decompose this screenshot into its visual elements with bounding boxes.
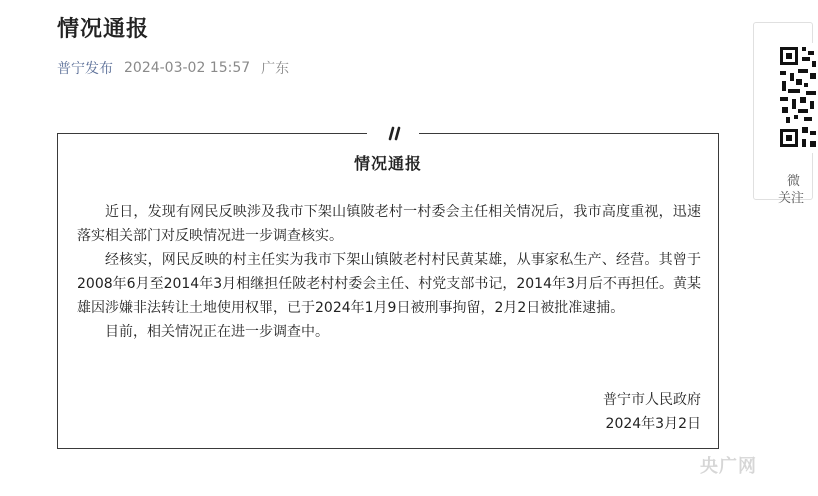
signature-org: 普宁市人民政府 [603, 392, 701, 408]
notice-body [77, 200, 701, 344]
notice-paragraph: 经核实，网民反映的村主任实为我市下架山镇陂老村村民黄某雄，从事家私生产、经营。其曾于2008年6月至2014年3月相继担任陂老村村委会主任、村党支部书记，2014年3月后不再担任。黄某雄因涉嫌非法转让土地使用权罪，已于2024年1月9日被刑事拘留，2月2日被批准逮捕。 [77, 252, 701, 316]
publish-region: 广东 [261, 61, 290, 77]
slash-mark-icon [367, 125, 419, 141]
notice-paragraph: 近日，发现有网民反映涉及我市下架山镇陂老村一村委会主任相关情况后，我市高度重视，迅速落实相关部门对反映情况进一步调查核实。 [77, 204, 701, 244]
notice-heading: 情况通报 [353, 154, 422, 173]
account-name-link[interactable]: 普宁发布 [57, 61, 113, 77]
qr-caption-line2: 关注 [778, 191, 805, 206]
qr-caption-line1: 微 [787, 174, 801, 189]
article-title: 情况通报 [57, 17, 150, 42]
notice-paragraph: 目前，相关情况正在进一步调查中。 [105, 324, 329, 340]
signature-date: 2024年3月2日 [605, 416, 701, 432]
watermark-logo: 央广网 [700, 456, 757, 477]
publish-time: 2024-03-02 15:57 [124, 60, 251, 76]
article-meta [57, 58, 289, 78]
qr-code-icon [778, 43, 818, 153]
follow-qr-card[interactable] [753, 22, 813, 206]
